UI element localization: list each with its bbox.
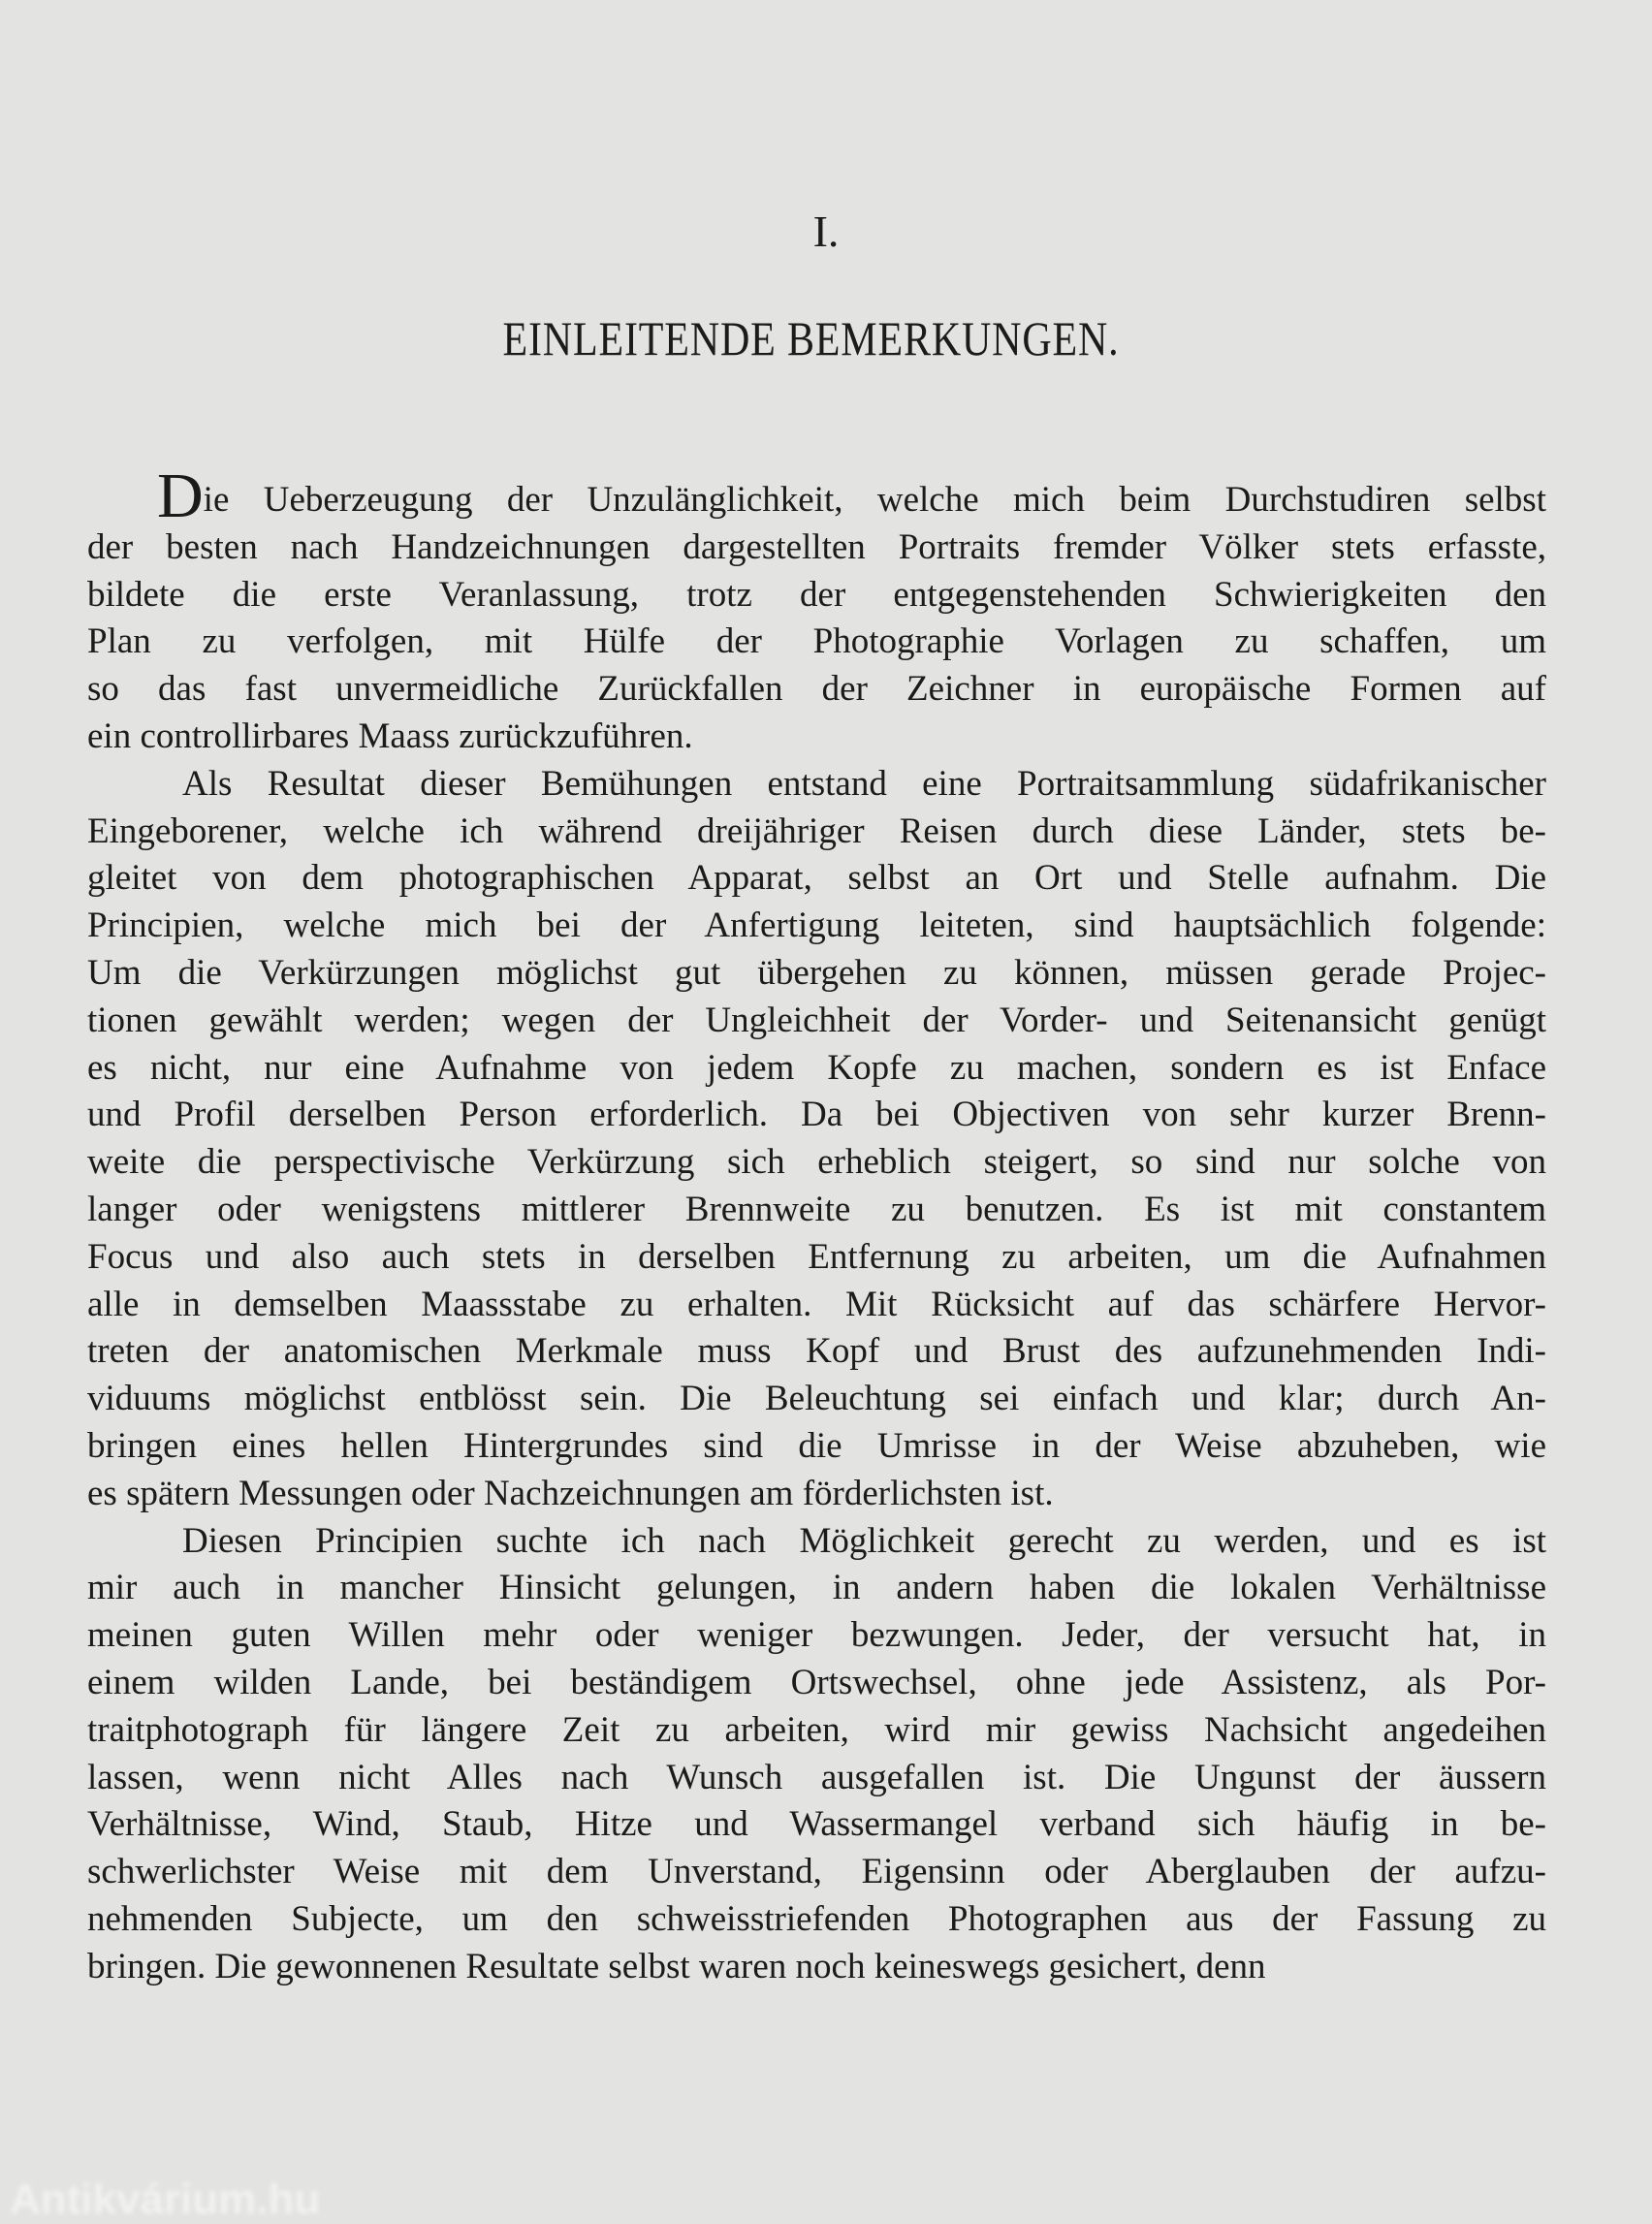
text-line: Verhältnisse, Wind, Staub, Hitze und Wassermangel verband sich häufig in be- bbox=[87, 1804, 1546, 1845]
text-line: bildete die erste Veranlassung, trotz der entgegenstehenden Schwierigkeiten den bbox=[87, 574, 1546, 615]
text-line: Focus und also auch stets in derselben Entfernung zu arbeiten, um die Aufnahmen bbox=[87, 1236, 1546, 1277]
text-line: Plan zu verfolgen, mit Hülfe der Photographie Vorlagen zu schaffen, um bbox=[87, 621, 1546, 662]
watermark: Antikvárium.hu bbox=[10, 2176, 321, 2223]
text-line bbox=[87, 461, 1546, 531]
text-line: alle in demselben Maassstabe zu erhalten. Mit Rücksicht auf das schärfere Hervor- bbox=[87, 1284, 1546, 1324]
text-line: schwerlichster Weise mit dem Unverstand, Eigensinn oder Aberglauben der aufzu- bbox=[87, 1852, 1546, 1892]
line-text: ie Ueberzeugung der Unzulänglichkeit, welche mich beim Durchstudiren selbst bbox=[203, 480, 1546, 520]
text-line: ein controllirbares Maass zurückzuführen. bbox=[87, 715, 693, 756]
text-line: tionen gewählt werden; wegen der Ungleichheit der Vorder- und Seitenansicht genügt bbox=[87, 1000, 1546, 1040]
text-line: es spätern Messungen oder Nachzeichnungen am förderlichsten ist. bbox=[87, 1473, 1054, 1513]
text-line: Principien, welche mich bei der Anfertigung leiteten, sind hauptsächlich folgende: bbox=[87, 905, 1546, 946]
text-line: bringen. Die gewonnenen Resultate selbst waren noch keineswegs gesichert, denn bbox=[87, 1946, 1266, 1986]
text-line: lassen, wenn nicht Alles nach Wunsch ausgefallen ist. Die Ungunst der äussern bbox=[87, 1757, 1546, 1797]
text-line: Eingeborener, welche ich während dreijähriger Reisen durch diese Länder, stets be- bbox=[87, 810, 1546, 851]
chapter-number: I. bbox=[812, 207, 840, 256]
text-line: nehmenden Subjecte, um den schweisstriefenden Photographen aus der Fassung zu bbox=[87, 1898, 1546, 1939]
text-line: langer oder wenigstens mittlerer Brennweite zu benutzen. Es ist mit constantem bbox=[87, 1189, 1546, 1229]
text-line: Als Resultat dieser Bemühungen entstand eine Portraitsammlung südafrikanischer bbox=[182, 763, 1546, 804]
text-line: so das fast unvermeidliche Zurückfallen der Zeichner in europäische Formen auf bbox=[87, 669, 1546, 710]
text-line: treten der anatomischen Merkmale muss Kopf und Brust des aufzunehmenden Indi- bbox=[87, 1331, 1546, 1372]
text-line: der besten nach Handzeichnungen dargestellten Portraits fremder Völker stets erfasste, bbox=[87, 526, 1546, 567]
text-line: viduums möglichst entblösst sein. Die Beleuchtung sei einfach und klar; durch An- bbox=[87, 1379, 1546, 1419]
chapter-heading: EINLEITENDE BEMERKUNGEN. bbox=[502, 311, 1120, 365]
drop-cap: D bbox=[157, 461, 204, 531]
text-line: weite die perspectivische Verkürzung sich erheblich steigert, so sind nur solche von bbox=[87, 1142, 1546, 1183]
text-line: mir auch in mancher Hinsicht gelungen, in andern haben die lokalen Verhältnisse bbox=[87, 1568, 1546, 1608]
text-line: einem wilden Lande, bei beständigem Ortswechsel, ohne jede Assistenz, als Por- bbox=[87, 1662, 1546, 1702]
text-line: es nicht, nur eine Aufnahme von jedem Kopfe zu machen, sondern es ist Enface bbox=[87, 1047, 1546, 1088]
text-line: bringen eines hellen Hintergrundes sind die Umrisse in der Weise abzuheben, wie bbox=[87, 1425, 1546, 1466]
text-line: Diesen Principien suchte ich nach Möglichkeit gerecht zu werden, und es ist bbox=[182, 1520, 1546, 1561]
text-line: gleitet von dem photographischen Apparat, selbst an Ort und Stelle aufnahm. Die bbox=[87, 858, 1546, 899]
text-line: und Profil derselben Person erforderlich. Da bei Objectiven von sehr kurzer Brenn- bbox=[87, 1095, 1546, 1135]
text-line: meinen guten Willen mehr oder weniger bezwungen. Jeder, der versucht hat, in bbox=[87, 1615, 1546, 1656]
text-line: Um die Verkürzungen möglichst gut übergehen zu können, müssen gerade Projec- bbox=[87, 952, 1546, 993]
body-text bbox=[87, 461, 1546, 1991]
text-line: traitphotograph für längere Zeit zu arbeiten, wird mir gewiss Nachsicht angedeihen bbox=[87, 1709, 1546, 1750]
